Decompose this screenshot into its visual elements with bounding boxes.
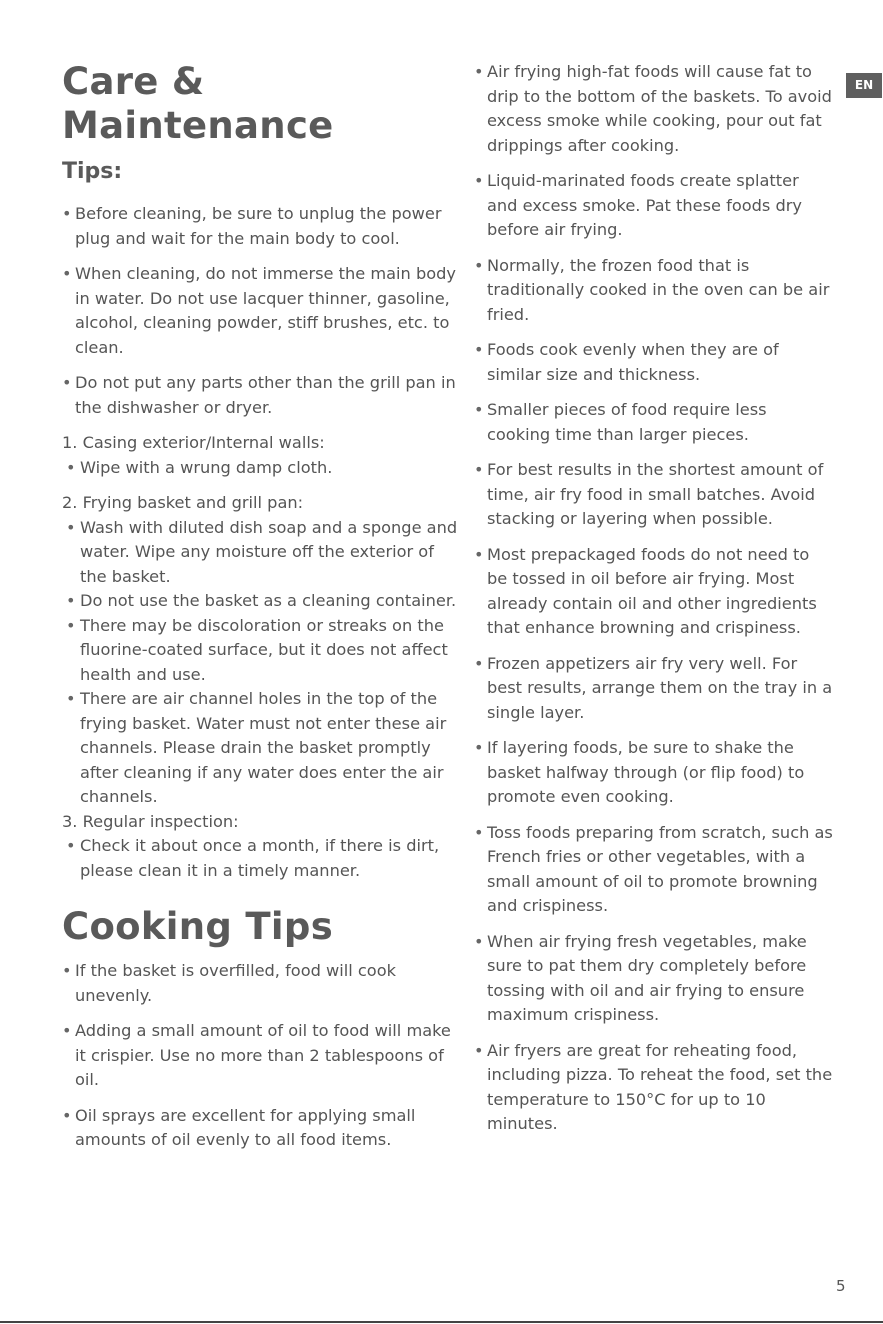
cooking-tip: • Smaller pieces of food require less cooking time than larger pieces. [474,398,834,447]
care-maintenance-title: Care & Maintenance [62,60,334,147]
care-tip: • Before cleaning, be sure to unplug the power plug and wait for the main body to cool. [62,202,462,251]
section-heading-inspection: 3. Regular inspection: [62,811,239,831]
section-heading-basket: 2. Frying basket and grill pan: [62,493,304,512]
cooking-tips-title: Cooking Tips [62,905,334,948]
page-number: 5 [836,1277,846,1295]
cooking-tip: • Air fryers are great for reheating food, including pizza. To reheat the food, set the temperature to 150°C for up to 10 minutes. [474,1039,834,1137]
care-tip: • Do not put any parts other than the grill pan in the dishwasher or dryer. [62,371,462,420]
section-item: • Wash with diluted dish soap and a sponge and water. Wipe any moisture off the exterior of the basket. [62,516,462,590]
section-item: • Wipe with a wrung damp cloth. [62,456,462,481]
section-item: • Check it about once a month, if there is dirt, please clean it in a timely manner. [62,834,462,883]
cooking-tip: • Adding a small amount of oil to food will make it crispier. Use no more than 2 tablespoons of oil. [62,1019,462,1093]
cooking-tip: • Normally, the frozen food that is traditionally cooked in the oven can be air fried. [474,254,834,328]
left-column [62,60,462,1164]
cooking-tip: • Liquid-marinated foods create splatter and excess smoke. Pat these foods dry before air frying. [474,169,834,243]
section-heading-casing: 1. Casing exterior/Internal walls: [62,433,325,452]
bottom-divider [0,1321,883,1323]
cooking-tip: • Air frying high-fat foods will cause fat to drip to the bottom of the baskets. To avoid excess smoke while cooking, pour out fat drippings after cooking. [474,60,834,158]
section-item: • There are air channel holes in the top of the frying basket. Water must not enter these air channels. Please drain the basket promptly after cleaning if any water does enter the air channels. [62,687,462,810]
cooking-tip: • Oil sprays are excellent for applying small amounts of oil evenly to all food items. [62,1104,462,1153]
cooking-tip: • Frozen appetizers air fry very well. For best results, arrange them on the tray in a single layer. [474,652,834,726]
cooking-tip: • For best results in the shortest amount of time, air fry food in small batches. Avoid stacking or layering when possible. [474,458,834,532]
section-item: • There may be discoloration or streaks on the fluorine-coated surface, but it does not affect health and use. [62,614,462,688]
care-tip: • When cleaning, do not immerse the main body in water. Do not use lacquer thinner, gasoline, alcohol, cleaning powder, stiff brushes, etc. to clean. [62,262,462,360]
cooking-tip: • When air frying fresh vegetables, make sure to pat them dry completely before tossing with oil and air frying to ensure maximum crispiness. [474,930,834,1028]
cooking-tip: • If layering foods, be sure to shake the basket halfway through (or flip food) to promote even cooking. [474,736,834,810]
cooking-tip: • Most prepackaged foods do not need to be tossed in oil before air frying. Most already contain oil and other ingredients that enhance browning and crispiness. [474,543,834,641]
tips-heading: Tips: [62,159,123,184]
language-badge: EN [846,73,882,98]
cooking-tip: • If the basket is overfilled, food will cook unevenly. [62,959,462,1008]
cooking-tip: • Foods cook evenly when they are of similar size and thickness. [474,338,834,387]
section-item: • Do not use the basket as a cleaning container. [62,589,462,614]
right-column [474,60,834,1148]
cooking-tip: • Toss foods preparing from scratch, such as French fries or other vegetables, with a small amount of oil to promote browning and crispiness. [474,821,834,919]
